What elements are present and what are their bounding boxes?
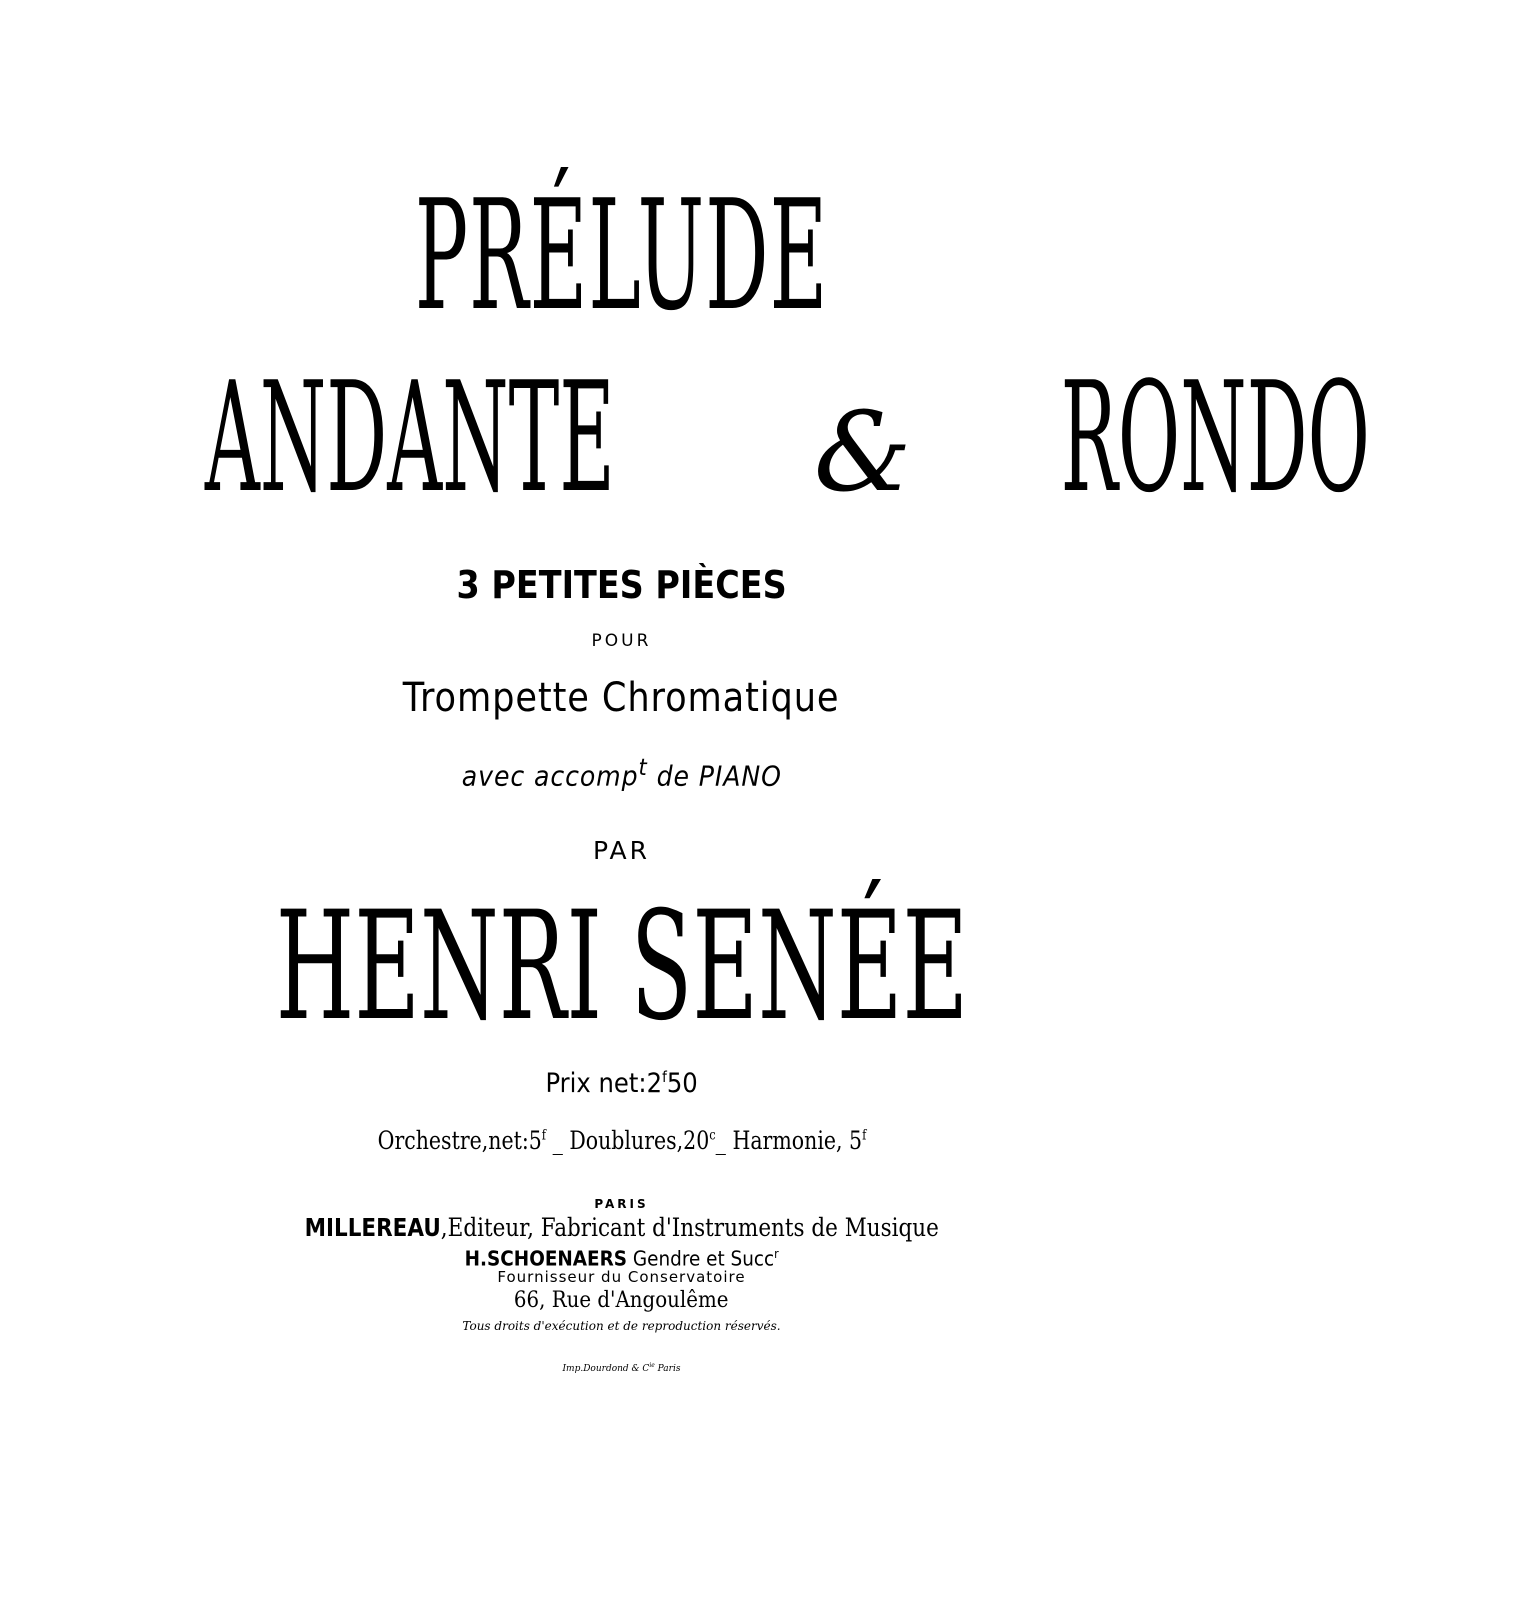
title-andante-rondo: [0, 349, 1370, 526]
address-line: [0, 1290, 1243, 1312]
accompaniment-prefix: avec accomp: [461, 759, 639, 793]
printer-sup: ie: [649, 1362, 655, 1369]
instrument-text: Trompette Chromatique: [403, 675, 840, 721]
orchestra-part-1: Orchestre,net:5: [377, 1126, 542, 1155]
orchestra-sup-2: c: [708, 1127, 716, 1144]
orchestra-sup-1: f: [541, 1127, 546, 1144]
price-label: Prix net:: [545, 1068, 647, 1099]
title-line-1: PRÉLUDE: [414, 167, 829, 344]
address-text: 66, Rue d'Angoulême: [514, 1288, 729, 1313]
orchestra-sup-3: f: [861, 1127, 866, 1144]
accompaniment-text: [461, 753, 782, 793]
title-ampersand: &: [813, 388, 912, 516]
successor-text: [464, 1248, 778, 1269]
title-andante: ANDANTE: [204, 349, 615, 526]
subtitle-text: 3 PETITES PIÈCES: [456, 563, 787, 607]
price: [0, 1070, 1243, 1097]
successor-name: H.SCHOENAERS: [464, 1246, 627, 1271]
rights-notice: Tous droits d'exécution et de reproduction réservés.: [462, 1319, 781, 1333]
price-unit: f: [661, 1068, 667, 1086]
supplier-line: Fournisseur du Conservatoire: [497, 1268, 746, 1286]
title-prelude: [0, 167, 1243, 344]
accompaniment: [0, 753, 1243, 793]
successor-line: [0, 1248, 1243, 1269]
price-whole: 2: [646, 1068, 662, 1099]
successor-title: Gendre et Succ: [626, 1246, 774, 1271]
successor-sup: r: [773, 1247, 779, 1261]
publisher-name: MILLEREAU: [304, 1213, 441, 1242]
price-cents: 50: [666, 1068, 698, 1099]
printer-suffix: Paris: [654, 1364, 681, 1374]
orchestra-prices: [0, 1128, 1243, 1153]
subtitle: [0, 563, 1243, 607]
pour-label: POUR: [591, 631, 652, 651]
orchestra-part-3: _ Harmonie, 5: [715, 1126, 862, 1155]
printer-mark: [0, 1363, 1243, 1374]
accompaniment-sup: t: [638, 753, 648, 781]
publisher-role: ,Editeur, Fabricant d'Instruments de Musique: [440, 1213, 939, 1242]
publisher-line: [0, 1215, 1243, 1241]
composer-name: [0, 880, 1243, 1054]
publisher-city: PARIS: [594, 1197, 649, 1211]
accompaniment-suffix: de PIANO: [647, 759, 782, 793]
orchestra-text: [377, 1128, 866, 1153]
title-rondo: RONDO: [1060, 349, 1370, 526]
composer-text: HENRI SENÉE: [275, 880, 968, 1054]
price-text: [545, 1070, 697, 1097]
par-label: PAR: [593, 836, 650, 865]
publisher-text: [304, 1215, 938, 1241]
instrument: [0, 675, 1243, 721]
printer-text: Imp.Dourdond & C: [562, 1364, 650, 1374]
orchestra-part-2: _ Doublures,20: [545, 1126, 709, 1155]
